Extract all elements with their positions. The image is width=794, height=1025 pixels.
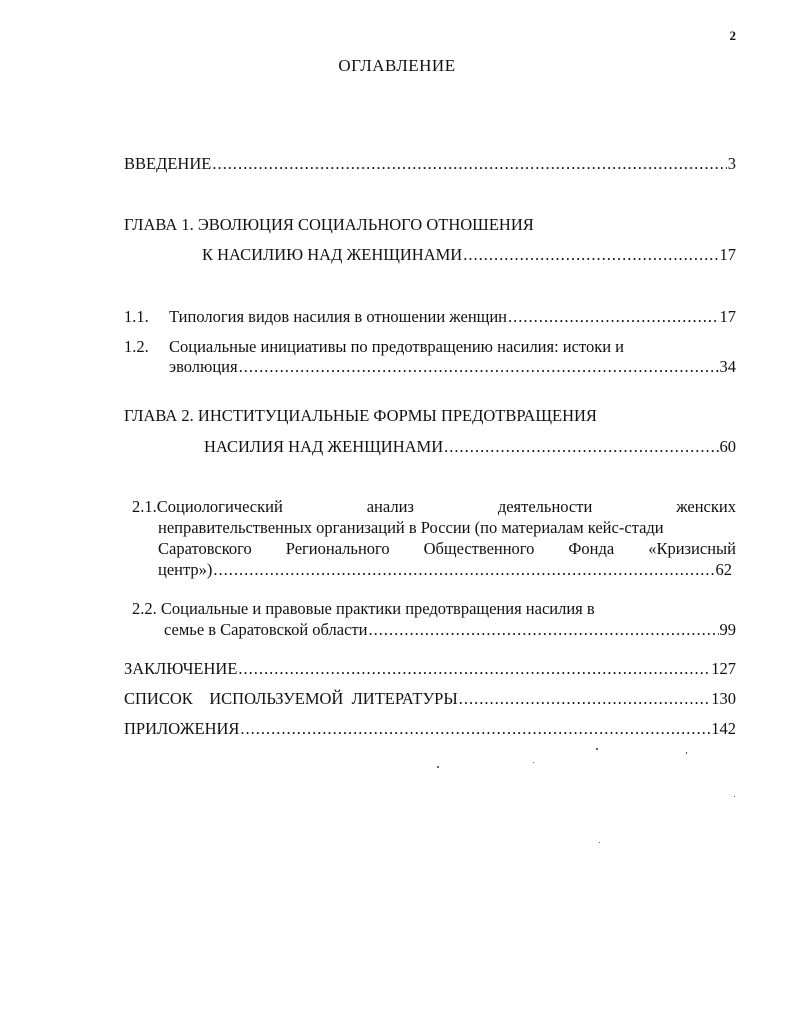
- toc-title: ОГЛАВЛЕНИЕ: [338, 56, 456, 75]
- toc-entry-label: К НАСИЛИЮ НАД ЖЕНЩИНАМИ: [202, 245, 463, 264]
- toc-entry-label: Типология видов насилия в отношении женщин: [169, 307, 508, 326]
- toc-entry-section-1-1: [124, 307, 736, 327]
- toc-section-1-2-line1: [124, 337, 624, 357]
- toc-entry-label: эволюция: [169, 357, 238, 376]
- dot-leader: [238, 659, 710, 679]
- toc-entry-page: 62: [715, 560, 732, 579]
- toc-entry-label: семье в Саратовской области: [164, 620, 368, 639]
- toc-entry-page: 3: [727, 154, 736, 173]
- toc-entry-page: 99: [719, 620, 736, 639]
- toc-entry-label: ВВЕДЕНИЕ: [124, 154, 212, 173]
- scan-speck: [599, 842, 600, 843]
- dot-leader: [463, 245, 718, 265]
- dot-leader: [444, 437, 718, 457]
- toc-entry-bibliography: [124, 689, 736, 709]
- toc-entry-section-1-2: [169, 357, 736, 377]
- toc-section-2-1-line2: неправительственных организаций в России (по материалам кейс-стади: [158, 518, 664, 537]
- toc-entry-intro: [124, 154, 736, 174]
- toc-entry-page: 127: [711, 659, 736, 678]
- toc-entry-label: СПИСОК ИСПОЛЬЗУЕМОЙ ЛИТЕРАТУРЫ: [124, 689, 458, 708]
- toc-section-2-2-line1: 2.2. Социальные и правовые практики предотвращения насилия в: [132, 599, 595, 618]
- dot-leader: [213, 560, 714, 580]
- toc-entry-section-2-2: [164, 620, 736, 640]
- dot-leader: [212, 154, 726, 174]
- toc-section-2-1-line1: 2.1.Социологический анализ деятельности женских: [132, 497, 736, 516]
- toc-entry-page: 142: [711, 719, 736, 738]
- toc-entry-page: 130: [711, 689, 736, 708]
- dot-leader: [368, 620, 718, 640]
- dot-leader: [508, 307, 718, 327]
- toc-chapter-1-title: ГЛАВА 1. ЭВОЛЮЦИЯ СОЦИАЛЬНОГО ОТНОШЕНИЯ: [124, 215, 534, 234]
- toc-entry-section-2-1: [158, 560, 732, 580]
- toc-section-2-1-line3: Саратовского Регионального Общественного Фонда «Кризисный: [158, 539, 736, 558]
- section-number: 1.2.: [124, 337, 149, 356]
- scan-speck: [437, 766, 439, 768]
- section-number: 1.1.: [124, 307, 149, 326]
- toc-entry-conclusion: [124, 659, 736, 679]
- toc-entry-label: Социальные инициативы по предотвращению насилия: истоки и: [169, 337, 624, 356]
- scan-speck: [596, 748, 598, 750]
- toc-entry-chapter-1: [202, 245, 736, 265]
- toc-chapter-2-title: ГЛАВА 2. ИНСТИТУЦИАЛЬНЫЕ ФОРМЫ ПРЕДОТВРАЩЕНИЯ: [124, 406, 597, 425]
- page-number: 2: [729, 28, 736, 43]
- dot-leader: [459, 689, 711, 709]
- toc-entry-page: 17: [719, 245, 736, 264]
- toc-entry-label: ЗАКЛЮЧЕНИЕ: [124, 659, 238, 678]
- toc-entry-chapter-2: [204, 437, 736, 457]
- toc-entry-page: 34: [719, 357, 736, 376]
- toc-entry-label: центр»): [158, 560, 213, 579]
- toc-entry-label: ПРИЛОЖЕНИЯ: [124, 719, 240, 738]
- toc-entry-appendix: [124, 719, 736, 739]
- toc-entry-label: НАСИЛИЯ НАД ЖЕНЩИНАМИ: [204, 437, 444, 456]
- scan-speck: [686, 752, 687, 754]
- toc-entry-page: 60: [719, 437, 736, 456]
- dot-leader: [240, 719, 710, 739]
- toc-entry-page: 17: [719, 307, 736, 326]
- scan-speck: [533, 762, 534, 763]
- scan-speck: [734, 796, 735, 797]
- dot-leader: [239, 357, 719, 377]
